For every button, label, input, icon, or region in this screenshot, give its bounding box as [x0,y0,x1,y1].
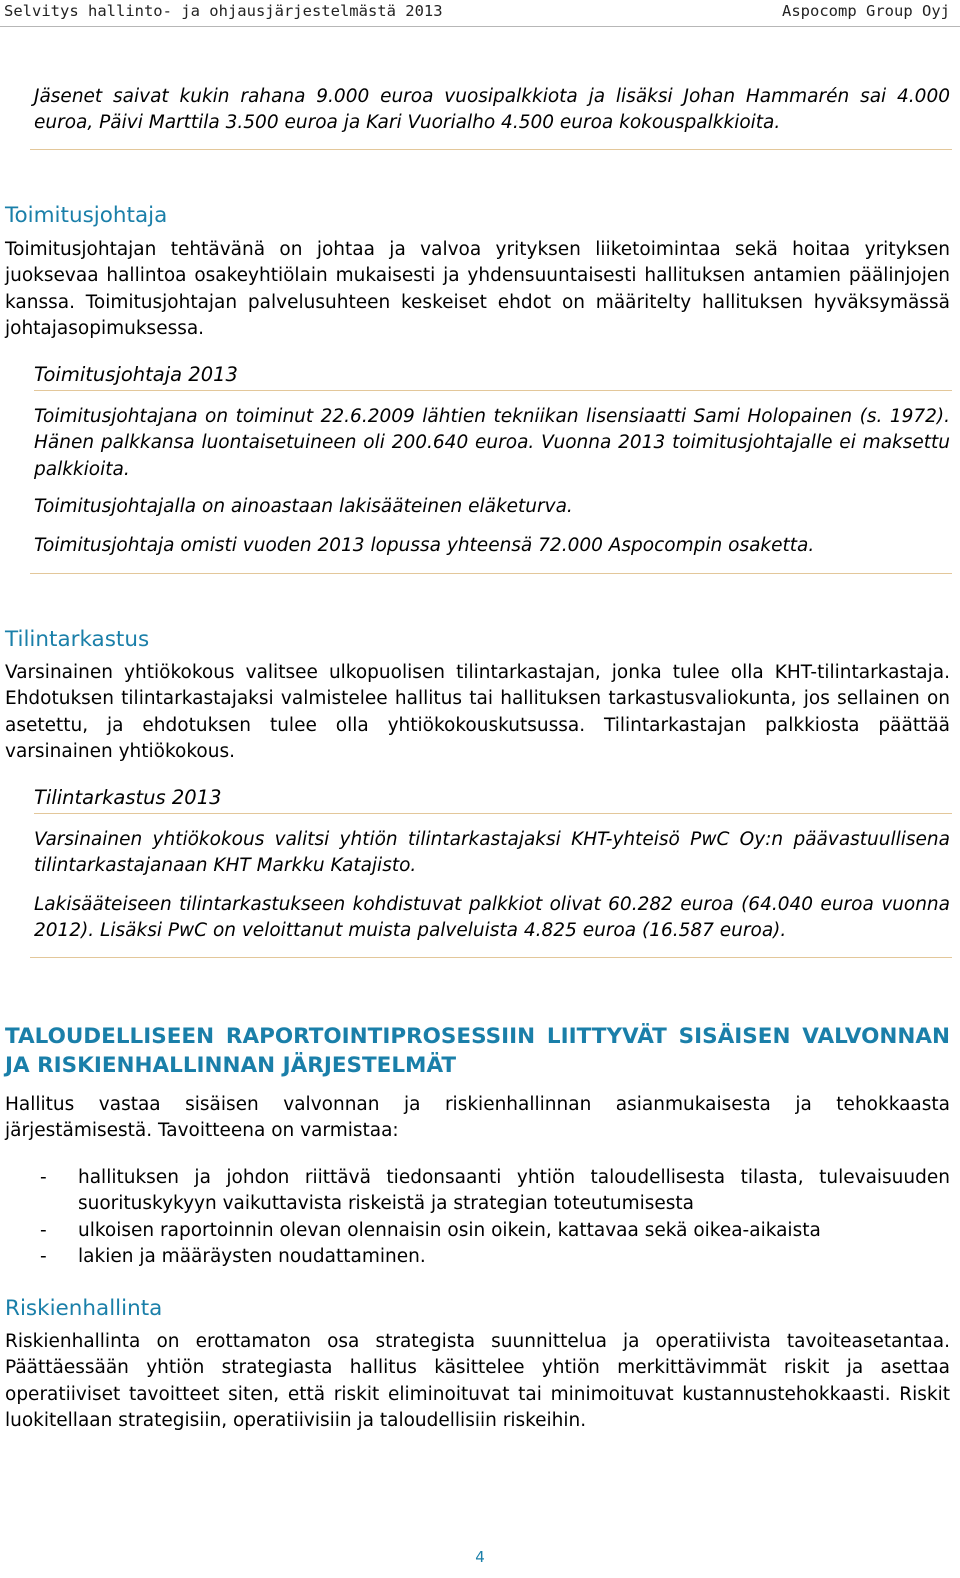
internal-control-heading: TALOUDELLISEEN RAPORTOINTIPROSESSIIN LIITTYVÄT SISÄISEN VALVONNAN JA RISKIENHALLINNAN JÄRJESTELMÄT [5,1024,950,1078]
audit-heading: Tilintarkastus [5,627,150,652]
bullet-dash: - [40,1246,47,1268]
subheading-rule [34,390,952,391]
list-item [5,1218,950,1244]
section-divider [30,957,952,958]
risk-paragraph: Riskienhallinta on erottamaton osa strategista suunnittelua ja operatiivista tavoiteasetantaa. Päättäessään yhtiön strategiasta hallitus käsittelee yhtiön merkittävimmät riskit ja asettaa operatiiviset tavoitteet siten, että riskit eliminoituvat tai minimoituvat kustannustehokkaasti. Riskit luokitellaan strategisiin, operatiivisiin ja taloudellisiin riskeihin. [5,1331,950,1432]
list-item-text: ulkoisen raportoinnin olevan olennaisin osin oikein, kattavaa sekä oikea-aikaista [78,1219,821,1241]
bullet-dash: - [40,1167,47,1188]
ceo-heading: Toimitusjohtaja [5,203,168,228]
objectives-list [5,1165,950,1271]
section-divider [30,149,952,150]
ceo-2013-paragraph: Toimitusjohtajana on toiminut 22.6.2009 lähtien tekniikan lisensiaatti Sami Holopainen (s. 1972). Hänen palkkansa luontaisetuineen oli 200.640 euroa. Vuonna 2013 toimitusjohtajalle ei maksettu palkkioita. [34,406,950,480]
list-item-text: hallituksen ja johdon riittävä tiedonsaanti yhtiön taloudellisesta tilasta, tulevaisuuden suorituskykyyn vaikuttavista riskeistä ja strategian toteutumisesta [78,1167,950,1215]
risk-heading: Riskienhallinta [5,1296,163,1321]
page-header [0,0,960,27]
header-company-name: Aspocomp Group Oyj [782,2,950,20]
ceo-2013-heading: Toimitusjohtaja 2013 [34,363,238,386]
internal-control-paragraph: Hallitus vastaa sisäisen valvonnan ja riskienhallinnan asianmukaisesta ja tehokkaasta järjestämisestä. Tavoitteena on varmistaa: [5,1094,950,1142]
intro-paragraph: Jäsenet saivat kukin rahana 9.000 euroa vuosipalkkiota ja lisäksi Johan Hammarén sai 4.000 euroa, Päivi Marttila 3.500 euroa ja Kari Vuorialho 4.500 euroa kokouspalkkioita. [34,86,950,134]
ceo-pension-paragraph: Toimitusjohtajalla on ainoastaan lakisääteinen eläketurva. [34,496,573,517]
header-document-title: Selvitys hallinto- ja ohjausjärjestelmästä 2013 [4,2,443,20]
subheading-rule [34,813,952,814]
list-item-text: lakien ja määräysten noudattaminen. [78,1246,426,1268]
list-item [5,1165,950,1218]
audit-fees-paragraph: Lakisääteiseen tilintarkastukseen kohdistuvat palkkiot olivat 60.282 euroa (64.040 euroa vuonna 2012). Lisäksi PwC on veloittanut muista palveluista 4.825 euroa (16.587 euroa). [34,894,950,942]
ceo-paragraph: Toimitusjohtajan tehtävänä on johtaa ja valvoa yrityksen liiketoimintaa sekä hoitaa yrityksen juoksevaa hallintoa osakeyhtiölain mukaisesti ja yhdensuuntaisesti hallituksen antamien päälinjojen kanssa. Toimitusjohtajan palvelusuhteen keskeiset ehdot on määritelty hallituksen hyväksymässä johtajasopimuksessa. [5,239,950,340]
audit-2013-heading: Tilintarkastus 2013 [34,786,222,809]
ceo-shares-paragraph: Toimitusjohtaja omisti vuoden 2013 lopussa yhteensä 72.000 Aspocompin osaketta. [34,535,815,556]
list-item [5,1244,950,1270]
section-divider [30,573,952,574]
audit-paragraph: Varsinainen yhtiökokous valitsee ulkopuolisen tilintarkastajan, jonka tulee olla KHT-tilintarkastaja. Ehdotuksen tilintarkastajaksi valmistelee hallitus tai hallituksen tarkastusvaliokunta, jos sellainen on asetettu, ja ehdotuksen tulee olla yhtiökokouskutsussa. Tilintarkastajan palkkiosta päättää varsinainen yhtiökokous. [5,662,950,763]
page-number: 4 [475,1548,485,1566]
audit-2013-paragraph: Varsinainen yhtiökokous valitsi yhtiön tilintarkastajaksi KHT-yhteisö PwC Oy:n päävastuullisena tilintarkastajanaan KHT Markku Katajisto. [34,829,950,877]
bullet-dash: - [40,1219,47,1241]
